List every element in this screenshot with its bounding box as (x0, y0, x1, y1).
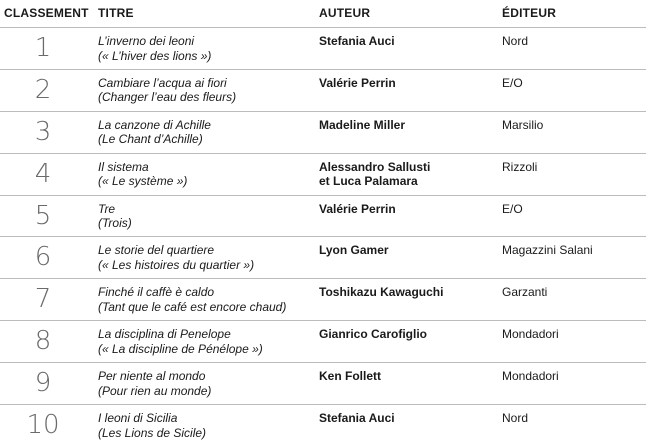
title-italian: Cambiare l’acqua ai fiori (98, 75, 227, 90)
rank-number: 2 (34, 74, 52, 105)
book-title (98, 160, 310, 189)
rank-number: 7 (34, 284, 52, 315)
book-title (98, 202, 310, 231)
title-french: (Le Chant d’Achille) (98, 132, 203, 147)
title-italian: Per niente al mondo (98, 369, 206, 384)
title-italian: L’inverno dei leoni (98, 34, 195, 48)
rank-number: 1 (34, 33, 52, 63)
book-title (98, 34, 310, 63)
title-french: (« Les histoires du quartier ») (98, 257, 255, 272)
table-row (0, 404, 646, 446)
author-line-1: Madeline Miller (319, 117, 406, 132)
book-author (319, 160, 499, 189)
table-header (0, 0, 646, 24)
table-row (0, 195, 646, 237)
title-french: (« Le système ») (98, 174, 188, 189)
book-title (98, 369, 310, 398)
book-title (98, 285, 310, 314)
rank-number: 3 (34, 116, 52, 147)
rank-number: 6 (34, 242, 52, 273)
book-publisher: Marsilio (502, 117, 544, 132)
book-title (98, 76, 310, 105)
book-author (319, 243, 499, 258)
book-title (98, 118, 310, 147)
title-french: (Trois) (98, 216, 132, 231)
book-publisher: Magazzini Salani (502, 243, 593, 258)
header-rank: CLASSEMENT (4, 6, 89, 20)
author-line-1: Gianrico Carofiglio (319, 327, 428, 342)
title-french: (Les Lions de Sicile) (98, 425, 207, 440)
rank-number: 4 (34, 158, 52, 189)
title-french: (Changer l’eau des fleurs) (98, 90, 237, 105)
table-row (0, 27, 646, 69)
table-row (0, 320, 646, 362)
book-publisher: Mondadori (502, 369, 559, 384)
title-italian: I leoni di Sicilia (98, 411, 178, 426)
book-publisher: E/O (502, 201, 523, 216)
title-french: (Pour rien au monde) (98, 383, 212, 398)
author-line-1: Toshikazu Kawaguchi (319, 285, 444, 300)
table-row (0, 153, 646, 195)
title-french: (« La discipline de Pénélope ») (98, 341, 263, 356)
rank-number: 8 (34, 326, 52, 357)
title-french: (« L’hiver des lions ») (98, 48, 212, 63)
book-author (319, 285, 499, 300)
table-row (0, 278, 646, 320)
title-italian: Il sistema (98, 159, 149, 174)
title-italian: Tre (98, 201, 116, 216)
author-line-2: et Luca Palamara (319, 174, 418, 189)
author-line-1: Valérie Perrin (319, 75, 396, 90)
table-row (0, 362, 646, 404)
title-italian: Finché il caffè è caldo (98, 285, 215, 300)
book-publisher: Mondadori (502, 327, 559, 342)
book-publisher: Rizzoli (502, 159, 538, 174)
book-publisher: Nord (502, 411, 529, 426)
book-author (319, 202, 499, 217)
book-author (319, 369, 499, 384)
book-publisher: E/O (502, 75, 523, 90)
author-line-1: Ken Follett (319, 369, 381, 384)
book-title (98, 243, 310, 272)
title-italian: La disciplina di Penelope (98, 327, 231, 342)
author-line-1: Lyon Gamer (319, 243, 389, 258)
rank-number: 10 (26, 410, 60, 441)
author-line-1: Stefania Auci (319, 411, 395, 426)
header-author: AUTEUR (319, 6, 371, 20)
book-author (319, 411, 499, 426)
book-author (319, 327, 499, 342)
book-publisher: Nord (502, 34, 529, 48)
author-line-1: Valérie Perrin (319, 201, 396, 216)
header-publisher: ÉDITEUR (502, 6, 557, 20)
table-row (0, 111, 646, 153)
book-author (319, 34, 499, 49)
table-row (0, 69, 646, 111)
book-title (98, 327, 310, 356)
book-author (319, 118, 499, 133)
title-french: (Tant que le café est encore chaud) (98, 299, 287, 314)
title-italian: La canzone di Achille (98, 117, 211, 132)
title-italian: Le storie del quartiere (98, 243, 215, 258)
author-line-1: Alessandro Sallusti (319, 159, 431, 174)
book-title (98, 411, 310, 440)
table-row (0, 236, 646, 278)
rank-number: 5 (34, 200, 52, 231)
book-publisher: Garzanti (502, 285, 548, 300)
header-title: TITRE (98, 6, 134, 20)
rank-number: 9 (34, 368, 52, 399)
book-author (319, 76, 499, 91)
author-line-1: Stefania Auci (319, 34, 395, 48)
table-body (0, 27, 646, 446)
